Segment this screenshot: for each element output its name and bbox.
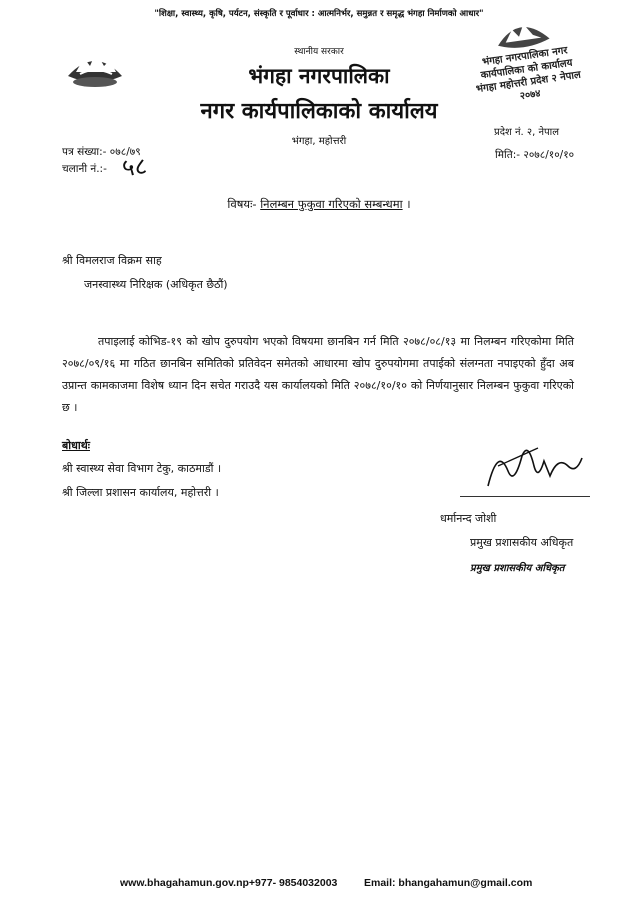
body-paragraph: तपाइलाई कोभिड-१९ को खोप दुरुपयोग भएको विषयमा छानबिन गर्न मिति २०७८/०८/१३ मा निलम्बन गरिएकोमा मिति २०७८/०९/१६ मा गठित छानबिन समितिको प्रतिवेदन समेतको आधारमा खोप दुरुपयोगमा तपाईको संलग्नता नपाइएको हुँदा अब उप्रान्त कामकाजमा विशेष ध्यान दिन सचेत गराउदै यस कार्यालयको मिति २०७८/१०/१० को निर्णयानुसार निलम्बन फुकुवा गरिएको छ । [62,335,574,414]
letter-date: मिति:- २०७८/१०/१० [495,149,575,161]
cc-item: श्री स्वास्थ्य सेवा विभाग टेकु, काठमाडौं । [62,462,222,475]
footer-website-phone: www.bhagahamun.gov.np+977- 9854032003 [120,877,338,889]
stamp-text: भंगहा नगरपालिका नगर कार्यपालिका को कार्यालय भंगहा महोत्तरी प्रदेश २ नेपाल २०७४ [475,45,582,103]
province-label: प्रदेश नं. २, नेपाल [494,127,560,138]
signer-name: धर्मानन्द जोशी [440,512,497,525]
recipient-title: जनस्वास्थ्य निरिक्षक (अधिकृत छैठौं) [84,278,228,291]
dispatch-number-label: चलानी नं.:- [62,163,107,175]
subject-line [0,197,638,212]
local-government-label: स्थानीय सरकार [294,47,344,57]
motto: "शिक्षा, स्वास्थ्य, कृषि, पर्यटन, संस्कृति र पूर्वाधार : आत्मनिर्भर, समुन्नत र समृद्ध भंगहा निर्माणको आधार" [154,9,484,19]
official-stamp [454,4,599,141]
designation-stamp: प्रमुख प्रशासकीय अधिकृत [470,563,565,574]
signature-line [460,496,590,497]
handwritten-signature [478,436,588,496]
footer-email: Email: bhangahamun@gmail.com [364,877,533,889]
municipality-name: भंगहा नगरपालिका [248,64,390,88]
signer-designation: प्रमुख प्रशासकीय अधिकृत [470,536,574,549]
cc-item: श्री जिल्ला प्रशासन कार्यालय, महोत्तरी । [62,486,219,499]
subject-text: निलम्बन फुकुवा गरिएको सम्बन्धमा [260,197,403,211]
reference-number: पत्र संख्या:- ०७८/७९ [62,146,141,158]
subject-end: । [406,197,411,211]
cc-label: बोधार्थः [62,439,90,452]
office-name: नगर कार्यपालिकाको कार्यालय [200,99,438,124]
office-address: भंगहा, महोत्तरी [291,136,347,147]
subject-label: विषयः- [227,197,257,211]
recipient-name: श्री विमलराज विक्रम साह [62,254,162,267]
dispatch-number-handwritten: ५८ [120,151,149,183]
